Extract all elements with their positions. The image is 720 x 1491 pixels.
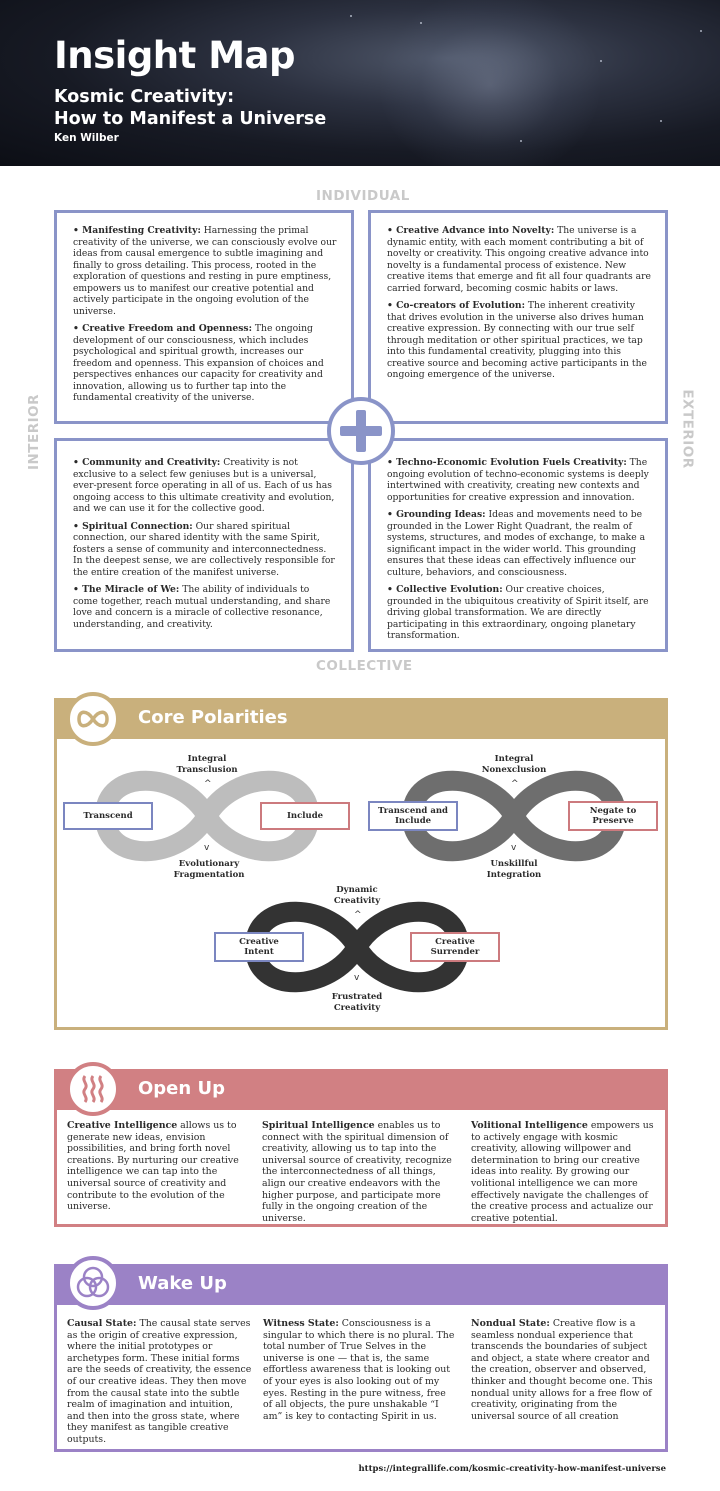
- item-text: Harnessing the primal creativity of the universe, we can consciously evolve our ideas from causal emergence to subtle imagining and finally to gross detailing. This process, rooted in the exploration of questions and resting in pure emptiness, empowers us to manifest our creative potential and actively participate in the ongoing evolution of the universe.: [73, 225, 337, 317]
- core-polarities-title: Core Polarities: [138, 707, 288, 728]
- column-text: Creative flow is a seamless nondual experience that transcends the boundaries of subject and object, a state where creator and the creation, observer and observed, thinker and thought become one. This nondual unity allows for a free flow of creativity, originating from the universal source of all creation: [471, 1318, 653, 1422]
- label-line: Evolutionary: [178, 859, 240, 869]
- polarity-1-right-pole: Include: [260, 802, 350, 830]
- open-up-column: [471, 1120, 659, 1224]
- label-line: Preserve: [592, 816, 634, 826]
- label-line: Creative: [239, 936, 279, 947]
- column-term: Spiritual Intelligence: [262, 1120, 375, 1131]
- polarity-3-right-pole: [410, 932, 500, 962]
- label-line: Transcend and: [378, 805, 448, 816]
- label-line: Surrender: [430, 947, 480, 957]
- open-up-column: [262, 1120, 458, 1224]
- polarity-1-top-label: [157, 754, 257, 775]
- item-term: • The Miracle of We:: [73, 584, 180, 595]
- item-term: • Collective Evolution:: [387, 584, 503, 595]
- label-line: Intent: [244, 947, 274, 957]
- item-text: Creativity is not exclusive to a select few geniuses but is a universal, ever-present force operating in all of us. Each of us has ongoing access to this ultimate creativity and evolution, and we can use it for the collective good.: [73, 457, 335, 514]
- label-line: Fragmentation: [173, 869, 245, 880]
- label-line: Creativity: [333, 1002, 381, 1013]
- waves-icon: [66, 1062, 120, 1116]
- three-circles-icon: [66, 1256, 120, 1310]
- label-line: Creative: [435, 936, 475, 947]
- caret-up-icon: ^: [511, 779, 519, 789]
- item-term: • Community and Creativity:: [73, 457, 221, 468]
- axis-label-individual: INDIVIDUAL: [316, 188, 410, 204]
- wake-up-column: [263, 1318, 457, 1422]
- polarity-2-left-pole: [368, 801, 458, 831]
- axis-label-interior: INTERIOR: [26, 393, 43, 471]
- column-term: Witness State:: [263, 1318, 339, 1329]
- wake-up-title: Wake Up: [138, 1273, 227, 1294]
- column-term: Volitional Intelligence: [471, 1120, 588, 1131]
- item-text: The ability of individuals to come together, reach mutual understanding, and share love and concern is a miracle of collective resonance, understanding, and creativity.: [73, 584, 331, 630]
- column-text: Consciousness is a singular to which there is no plural. The total number of True Selves in the universe is one — that is, the same effortless awareness that is looking out of your eyes is also looking out of my eyes. Resting in the pure witness, free of all objects, the pure unshakable “I am” is key to contacting Spirit in us.: [263, 1318, 455, 1422]
- item-text: Our shared spiritual connection, our shared identity with the same Spirit, fosters a sense of community and interconnectedness. In the deepest sense, we are collectively responsible for the entire creation of the manifest universe.: [73, 520, 335, 578]
- open-up-title: Open Up: [138, 1078, 225, 1099]
- item-term: • Spiritual Connection:: [73, 520, 193, 532]
- axis-label-exterior: EXTERIOR: [679, 389, 696, 469]
- item-term: • Creative Advance into Novelty:: [387, 225, 555, 236]
- polarity-3-left-pole: [214, 932, 304, 962]
- polarity-1-left-pole: Transcend: [63, 802, 153, 830]
- item-text: The ongoing development of our consciousness, which includes psychological and spiritual growth, increases our freedom and openness. This expansion of choices and perspectives enhances our capacity for creativity and innovation, allowing us to further tap into the fundamental creativity of the universe.: [73, 323, 324, 403]
- item-term: • Creative Freedom and Openness:: [73, 323, 252, 334]
- column-term: Nondual State:: [471, 1318, 550, 1329]
- column-text: enables us to connect with the spiritual dimension of creativity, allowing us to tap into the universal source of creativity, recognize the interconnectedness of all things, align our creative endeavors with the higher purpose, and participate more fully in the ongoing creation of the universe.: [262, 1120, 452, 1224]
- caret-up-icon: ^: [204, 779, 212, 789]
- caret-up-icon: ^: [354, 910, 362, 920]
- caret-down-icon: v: [354, 973, 360, 983]
- column-text: The causal state serves as the origin of creative expression, where the initial prototypes or archetypes form. These initial forms are the seeds of creativity, the essence of our creative ideas. They then move from the causal state into the subtle realm of imagination and intuition, and then into the gross state, where they manifest as tangible creative outputs.: [67, 1318, 252, 1445]
- item-text: The inherent creativity that drives evolution in the universe also drives human creative expression. By connecting with our true self through meditation or other spiritual practices, we tap into this fundamental creativity, plugging into this creative source and becoming active participants in the ongoing emergence of the universe.: [387, 300, 647, 380]
- source-url-link[interactable]: https://integrallife.com/kosmic-creativity-how-manifest-universe: [358, 1464, 666, 1474]
- label-line: Creativity: [333, 895, 381, 906]
- item-term: • Techno-Economic Evolution Fuels Creativity:: [387, 457, 627, 468]
- label-line: Nonexclusion: [481, 764, 547, 775]
- column-term: Creative Intelligence: [67, 1120, 178, 1131]
- wake-up-column: [471, 1318, 659, 1422]
- label-line: Integral: [494, 754, 534, 764]
- label-line: Integration: [486, 869, 542, 880]
- column-text: allows us to generate new ideas, envision possibilities, and bring forth novel creations. By nurturing our creative intelligence we can tap into the universal source of creativity and contribute to the evolution of the universe.: [67, 1120, 239, 1213]
- polarity-3-top-label: [307, 885, 407, 906]
- subtitle-line-1: Kosmic Creativity:: [54, 87, 235, 107]
- label-line: Negate to: [589, 805, 637, 816]
- caret-down-icon: v: [511, 843, 517, 853]
- page-title: Insight Map: [54, 34, 295, 77]
- author: Ken Wilber: [54, 132, 119, 144]
- item-text: The ongoing evolution of techno-economic systems is deeply intertwined with creativity, creating new contexts and opportunities for creative expression and innovation.: [387, 457, 649, 503]
- item-term: • Grounding Ideas:: [387, 509, 486, 520]
- label-line: Integral: [187, 754, 227, 764]
- item-term: • Manifesting Creativity:: [73, 225, 201, 236]
- polarity-2-bottom-label: [464, 859, 564, 880]
- polarity-1-bottom-label: [157, 859, 261, 880]
- polarity-2-top-label: [464, 754, 564, 775]
- polarity-2-right-pole: [568, 801, 658, 831]
- label-line: Include: [394, 816, 432, 826]
- caret-down-icon: v: [204, 843, 210, 853]
- item-text: The universe is a dynamic entity, with each moment contributing a bit of novelty or creativity. This ongoing creative advance into novelty is a fundamental process of existence. New creative items that emerge and fit all four quadrants are carried forward, becoming cosmic habits or laws.: [387, 225, 651, 294]
- wake-up-column: [67, 1318, 253, 1446]
- label-line: Unskillful: [490, 859, 538, 869]
- label-line: Dynamic: [336, 885, 378, 895]
- axis-label-collective: COLLECTIVE: [316, 658, 413, 674]
- item-text: Our creative choices, grounded in the ubiquitous creativity of Spirit itself, are driving global transformation. We are directly participating in this extraordinary, ongoing planetary transformation.: [387, 584, 649, 641]
- label-line: Frustrated: [331, 992, 383, 1002]
- label-line: Transclusion: [176, 764, 238, 775]
- subtitle-line-2: How to Manifest a Universe: [54, 109, 327, 129]
- open-up-column: [67, 1120, 251, 1213]
- item-text: Ideas and movements need to be grounded in the Lower Right Quadrant, the realm of systems, structures, and modes of exchange, to make a significant impact in the wider world. This grounding ensures that these ideas can effectively influence our culture, behaviors, and consciousness.: [387, 509, 646, 578]
- column-text: empowers us to actively engage with kosmic creativity, allowing willpower and determination to bring our creative ideas into reality. By growing our volitional intelligence we can more effectively navigate the challenges of the creative process and actualize our creative potential.: [471, 1120, 654, 1224]
- polarity-3-bottom-label: [307, 992, 407, 1013]
- item-term: • Co-creators of Evolution:: [387, 300, 525, 311]
- column-term: Causal State:: [67, 1318, 137, 1329]
